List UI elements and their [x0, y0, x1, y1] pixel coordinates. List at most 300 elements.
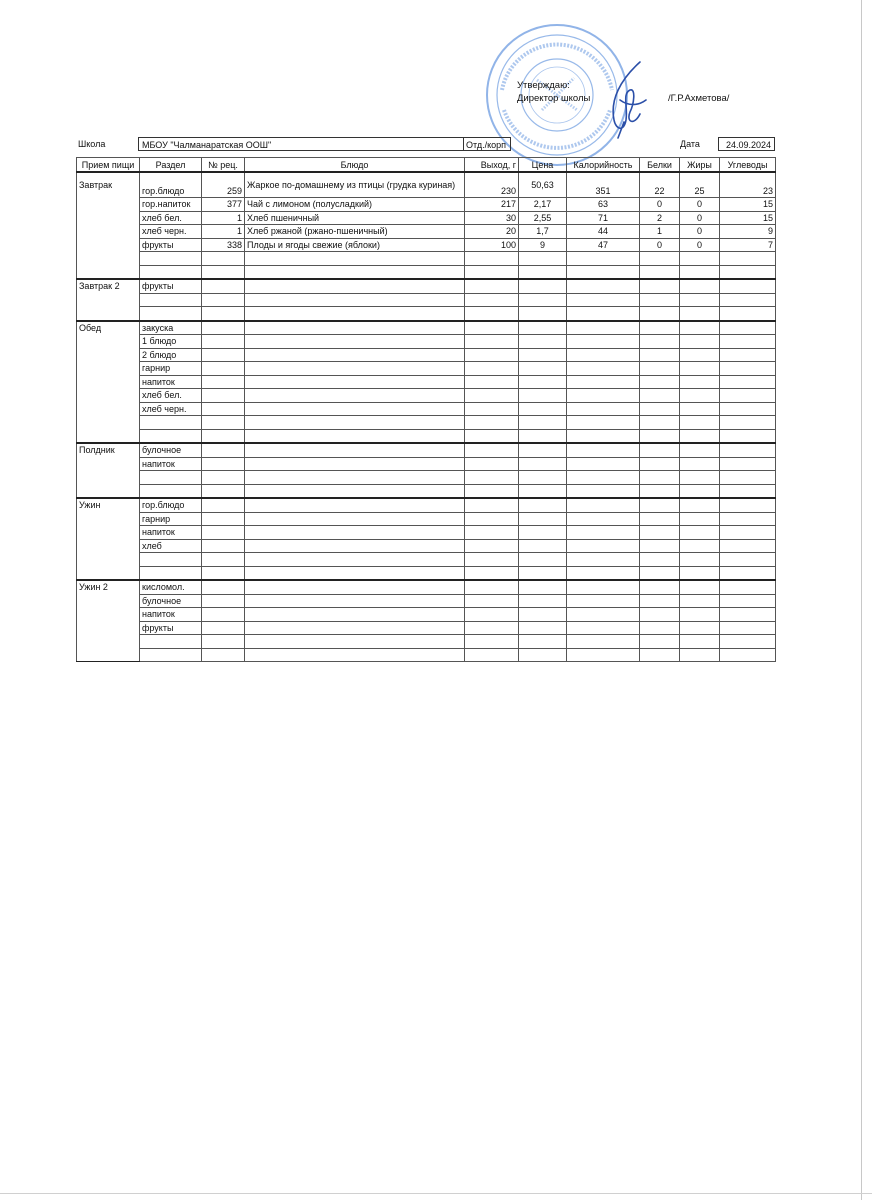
meal-cell [77, 539, 140, 553]
cell-kcal [567, 402, 640, 416]
cell-price [519, 635, 567, 649]
page-edge-bottom [0, 1193, 872, 1194]
table-row [77, 443, 776, 457]
cell-yield [465, 265, 519, 279]
cell-yield [465, 389, 519, 403]
cell-price [519, 443, 567, 457]
cell-yield [465, 539, 519, 553]
cell-fat [680, 498, 720, 512]
cell-section: напиток [140, 375, 202, 389]
cell-carbs: 9 [720, 225, 776, 239]
cell-section: напиток [140, 608, 202, 622]
cell-fat [680, 335, 720, 349]
cell-fat [680, 484, 720, 498]
cell-carbs [720, 362, 776, 376]
cell-price: 2,55 [519, 211, 567, 225]
director-signature [600, 60, 650, 140]
cell-fat [680, 553, 720, 567]
cell-kcal [567, 648, 640, 662]
cell-protein [640, 471, 680, 485]
cell-dish [245, 648, 465, 662]
cell-dish [245, 566, 465, 580]
cell-price [519, 457, 567, 471]
cell-kcal [567, 621, 640, 635]
cell-dish: Жаркое по-домашнему из птицы (грудка куриная) [245, 172, 465, 198]
cell-price: 2,17 [519, 198, 567, 212]
table-row [77, 348, 776, 362]
cell-carbs: 15 [720, 211, 776, 225]
meal-cell [77, 211, 140, 225]
meal-cell [77, 252, 140, 266]
cell-price [519, 566, 567, 580]
meal-cell [77, 362, 140, 376]
cell-kcal [567, 594, 640, 608]
table-row [77, 553, 776, 567]
cell-dish [245, 348, 465, 362]
cell-dish [245, 594, 465, 608]
cell-fat [680, 429, 720, 443]
cell-dish [245, 553, 465, 567]
cell-dish [245, 539, 465, 553]
cell-kcal [567, 335, 640, 349]
cell-carbs [720, 471, 776, 485]
cell-section [140, 471, 202, 485]
cell-carbs [720, 457, 776, 471]
cell-yield: 100 [465, 238, 519, 252]
cell-carbs [720, 553, 776, 567]
table-row [77, 362, 776, 376]
cell-price [519, 526, 567, 540]
cell-dish [245, 375, 465, 389]
director-name: /Г.Р.Ахметова/ [668, 93, 730, 104]
cell-yield [465, 621, 519, 635]
cell-section [140, 293, 202, 307]
cell-price [519, 553, 567, 567]
cell-dish: Хлеб ржаной (ржано-пшеничный) [245, 225, 465, 239]
col-carbs: Углеводы [720, 158, 776, 173]
cell-price [519, 307, 567, 321]
cell-recipe [202, 335, 245, 349]
cell-yield: 230 [465, 172, 519, 198]
cell-fat [680, 566, 720, 580]
cell-yield [465, 252, 519, 266]
approval-block [517, 79, 730, 105]
meal-cell [77, 566, 140, 580]
cell-price [519, 389, 567, 403]
col-price: Цена [519, 158, 567, 173]
col-protein: Белки [640, 158, 680, 173]
meal-cell: Ужин 2 [77, 580, 140, 594]
cell-dish [245, 335, 465, 349]
cell-carbs [720, 484, 776, 498]
cell-section: булочное [140, 443, 202, 457]
cell-kcal: 63 [567, 198, 640, 212]
cell-recipe [202, 348, 245, 362]
cell-protein [640, 402, 680, 416]
cell-section [140, 566, 202, 580]
cell-carbs [720, 566, 776, 580]
meal-cell [77, 348, 140, 362]
cell-protein [640, 526, 680, 540]
meal-cell [77, 553, 140, 567]
cell-section [140, 265, 202, 279]
cell-yield [465, 553, 519, 567]
cell-fat [680, 471, 720, 485]
cell-price [519, 321, 567, 335]
page-edge [861, 0, 862, 1200]
cell-yield [465, 512, 519, 526]
cell-kcal [567, 635, 640, 649]
cell-section [140, 635, 202, 649]
cell-recipe [202, 307, 245, 321]
cell-price [519, 402, 567, 416]
cell-recipe [202, 252, 245, 266]
cell-fat [680, 348, 720, 362]
cell-carbs [720, 375, 776, 389]
cell-section: 2 блюдо [140, 348, 202, 362]
cell-protein [640, 293, 680, 307]
meal-cell [77, 375, 140, 389]
cell-fat [680, 457, 720, 471]
cell-kcal: 47 [567, 238, 640, 252]
cell-yield [465, 335, 519, 349]
cell-recipe [202, 635, 245, 649]
cell-yield [465, 635, 519, 649]
cell-carbs: 7 [720, 238, 776, 252]
cell-dish [245, 580, 465, 594]
cell-yield [465, 429, 519, 443]
col-kcal: Калорийность [567, 158, 640, 173]
cell-recipe: 1 [202, 211, 245, 225]
cell-dish [245, 362, 465, 376]
cell-yield [465, 321, 519, 335]
meal-cell [77, 648, 140, 662]
cell-price [519, 293, 567, 307]
cell-yield [465, 362, 519, 376]
meal-cell: Полдник [77, 443, 140, 457]
cell-fat [680, 580, 720, 594]
cell-protein [640, 512, 680, 526]
cell-section [140, 429, 202, 443]
cell-price [519, 580, 567, 594]
cell-yield: 30 [465, 211, 519, 225]
cell-carbs [720, 348, 776, 362]
cell-fat [680, 539, 720, 553]
cell-recipe [202, 279, 245, 293]
cell-dish [245, 389, 465, 403]
table-row [77, 265, 776, 279]
cell-fat [680, 635, 720, 649]
cell-section: фрукты [140, 621, 202, 635]
cell-fat: 0 [680, 198, 720, 212]
cell-dish [245, 608, 465, 622]
meal-cell [77, 402, 140, 416]
cell-carbs: 23 [720, 172, 776, 198]
cell-yield [465, 457, 519, 471]
cell-carbs [720, 389, 776, 403]
cell-section [140, 553, 202, 567]
cell-carbs [720, 307, 776, 321]
cell-carbs [720, 265, 776, 279]
cell-kcal [567, 252, 640, 266]
cell-price [519, 471, 567, 485]
cell-carbs [720, 402, 776, 416]
cell-carbs [720, 293, 776, 307]
cell-fat [680, 293, 720, 307]
table-row [77, 335, 776, 349]
meal-cell [77, 293, 140, 307]
cell-recipe [202, 265, 245, 279]
cell-fat [680, 526, 720, 540]
cell-recipe [202, 484, 245, 498]
cell-section: закуска [140, 321, 202, 335]
cell-recipe [202, 648, 245, 662]
cell-dish [245, 498, 465, 512]
cell-protein [640, 621, 680, 635]
cell-dish [245, 307, 465, 321]
cell-protein [640, 594, 680, 608]
cell-dish [245, 321, 465, 335]
cell-section [140, 307, 202, 321]
cell-recipe: 1 [202, 225, 245, 239]
cell-dish [245, 429, 465, 443]
cell-protein: 2 [640, 211, 680, 225]
cell-price [519, 252, 567, 266]
cell-kcal [567, 429, 640, 443]
cell-yield [465, 293, 519, 307]
cell-yield [465, 279, 519, 293]
cell-kcal [567, 307, 640, 321]
cell-protein [640, 566, 680, 580]
cell-recipe [202, 457, 245, 471]
table-row [77, 279, 776, 293]
cell-carbs [720, 335, 776, 349]
cell-section: гор.блюдо [140, 498, 202, 512]
cell-dish [245, 416, 465, 430]
table-row [77, 389, 776, 403]
cell-fat [680, 512, 720, 526]
cell-price [519, 279, 567, 293]
date-label: Дата [680, 139, 700, 149]
cell-section: кисломол. [140, 580, 202, 594]
cell-recipe: 338 [202, 238, 245, 252]
cell-yield [465, 484, 519, 498]
cell-yield [465, 498, 519, 512]
cell-yield [465, 526, 519, 540]
cell-yield [465, 416, 519, 430]
cell-recipe [202, 621, 245, 635]
cell-price [519, 498, 567, 512]
meal-cell [77, 238, 140, 252]
cell-fat [680, 375, 720, 389]
table-row [77, 225, 776, 239]
table-row [77, 484, 776, 498]
cell-section [140, 252, 202, 266]
table-row [77, 471, 776, 485]
cell-carbs [720, 252, 776, 266]
cell-recipe [202, 293, 245, 307]
cell-protein [640, 321, 680, 335]
cell-protein [640, 348, 680, 362]
cell-recipe [202, 402, 245, 416]
cell-yield [465, 566, 519, 580]
meal-cell [77, 457, 140, 471]
cell-price: 50,63 [519, 172, 567, 198]
cell-yield [465, 375, 519, 389]
cell-price: 1,7 [519, 225, 567, 239]
cell-protein [640, 252, 680, 266]
cell-price [519, 648, 567, 662]
cell-section: 1 блюдо [140, 335, 202, 349]
meal-cell [77, 265, 140, 279]
col-dish: Блюдо [245, 158, 465, 173]
cell-dish [245, 293, 465, 307]
cell-kcal: 44 [567, 225, 640, 239]
meal-cell [77, 335, 140, 349]
meal-cell [77, 526, 140, 540]
cell-recipe [202, 594, 245, 608]
table-header-row [77, 158, 776, 173]
approval-position: Директор школы [517, 93, 591, 104]
cell-recipe [202, 580, 245, 594]
cell-protein [640, 608, 680, 622]
cell-protein [640, 580, 680, 594]
cell-recipe [202, 321, 245, 335]
cell-fat [680, 402, 720, 416]
table-row [77, 375, 776, 389]
col-meal: Прием пищи [77, 158, 140, 173]
cell-price [519, 512, 567, 526]
cell-fat [680, 389, 720, 403]
cell-kcal [567, 526, 640, 540]
cell-carbs [720, 279, 776, 293]
cell-carbs [720, 580, 776, 594]
cell-protein [640, 498, 680, 512]
table-row [77, 238, 776, 252]
cell-section: фрукты [140, 279, 202, 293]
cell-fat [680, 416, 720, 430]
cell-price [519, 594, 567, 608]
meal-cell [77, 484, 140, 498]
cell-carbs [720, 526, 776, 540]
cell-recipe [202, 539, 245, 553]
cell-protein [640, 389, 680, 403]
cell-section [140, 484, 202, 498]
cell-dish [245, 265, 465, 279]
cell-recipe [202, 429, 245, 443]
cell-section: хлеб черн. [140, 225, 202, 239]
meal-cell: Завтрак 2 [77, 279, 140, 293]
cell-yield [465, 648, 519, 662]
cell-fat: 0 [680, 211, 720, 225]
cell-protein: 0 [640, 238, 680, 252]
meal-cell [77, 512, 140, 526]
school-name-field: МБОУ "Чалманаратская ООШ" [138, 137, 464, 151]
meal-cell [77, 198, 140, 212]
cell-kcal [567, 484, 640, 498]
cell-recipe [202, 443, 245, 457]
cell-section: хлеб [140, 539, 202, 553]
cell-price [519, 429, 567, 443]
cell-section: напиток [140, 526, 202, 540]
cell-recipe [202, 526, 245, 540]
menu-table [76, 157, 776, 662]
cell-recipe [202, 608, 245, 622]
cell-protein [640, 539, 680, 553]
table-row [77, 621, 776, 635]
table-row [77, 172, 776, 198]
cell-carbs [720, 443, 776, 457]
cell-carbs [720, 594, 776, 608]
cell-price [519, 621, 567, 635]
cell-carbs [720, 512, 776, 526]
cell-yield [465, 608, 519, 622]
table-row [77, 402, 776, 416]
cell-kcal [567, 566, 640, 580]
cell-carbs [720, 621, 776, 635]
cell-recipe [202, 389, 245, 403]
table-row [77, 321, 776, 335]
cell-kcal [567, 265, 640, 279]
cell-price [519, 539, 567, 553]
cell-carbs [720, 648, 776, 662]
meal-cell [77, 621, 140, 635]
col-fat: Жиры [680, 158, 720, 173]
cell-kcal [567, 321, 640, 335]
cell-price [519, 362, 567, 376]
cell-protein [640, 375, 680, 389]
table-row [77, 526, 776, 540]
cell-dish [245, 402, 465, 416]
cell-fat: 25 [680, 172, 720, 198]
cell-dish [245, 457, 465, 471]
table-row [77, 293, 776, 307]
cell-fat [680, 648, 720, 662]
cell-recipe: 259 [202, 172, 245, 198]
cell-price [519, 265, 567, 279]
meal-cell [77, 389, 140, 403]
col-section: Раздел [140, 158, 202, 173]
cell-section: хлеб бел. [140, 389, 202, 403]
meal-cell [77, 608, 140, 622]
cell-fat [680, 307, 720, 321]
meal-cell [77, 225, 140, 239]
cell-dish [245, 471, 465, 485]
cell-recipe [202, 553, 245, 567]
cell-protein: 0 [640, 198, 680, 212]
cell-fat [680, 279, 720, 293]
cell-dish [245, 443, 465, 457]
cell-protein: 22 [640, 172, 680, 198]
cell-dish [245, 526, 465, 540]
cell-yield [465, 594, 519, 608]
cell-carbs [720, 321, 776, 335]
table-row [77, 539, 776, 553]
cell-fat [680, 594, 720, 608]
cell-carbs [720, 539, 776, 553]
cell-recipe [202, 566, 245, 580]
meal-cell [77, 594, 140, 608]
meal-cell [77, 471, 140, 485]
date-field: 24.09.2024 [718, 137, 775, 151]
cell-section: хлеб черн. [140, 402, 202, 416]
cell-recipe: 377 [202, 198, 245, 212]
dept-label: Отд./корп [463, 137, 511, 151]
cell-recipe [202, 362, 245, 376]
cell-protein [640, 443, 680, 457]
cell-protein [640, 457, 680, 471]
table-row [77, 594, 776, 608]
